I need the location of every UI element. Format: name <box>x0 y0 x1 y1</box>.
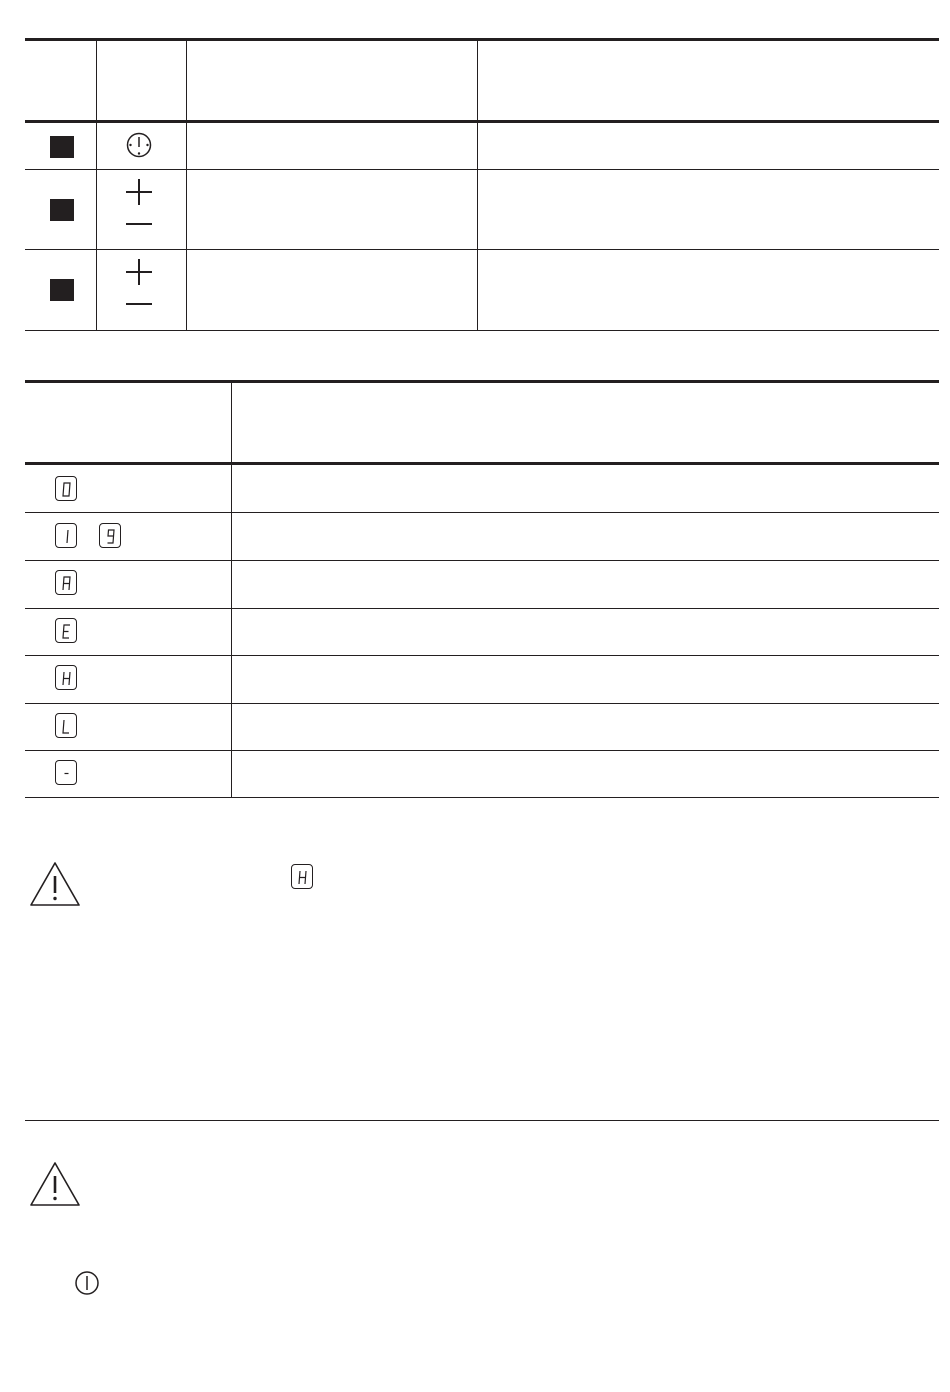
table2-bottom-rule <box>25 797 939 798</box>
display-symbol-h <box>55 665 77 690</box>
table1-top-rule <box>25 38 939 41</box>
table1-col-divider <box>477 40 478 331</box>
table2-header-rule <box>25 462 939 465</box>
table2-col-divider <box>231 382 232 798</box>
table1-header-rule <box>25 120 939 123</box>
plus-minus-icon <box>124 259 154 309</box>
table1-row-divider <box>25 169 939 170</box>
display-symbol-e <box>55 618 77 643</box>
display-symbol-h-inline <box>291 864 313 889</box>
plus-minus-icon <box>124 179 154 229</box>
table2-row-divider <box>25 655 939 656</box>
display-symbol-a <box>55 570 77 595</box>
display-symbol-0 <box>55 476 77 501</box>
display-symbol-9 <box>99 523 121 548</box>
display-symbol-l <box>55 713 77 738</box>
sensor-field-indicator <box>50 199 74 221</box>
section-divider <box>25 1120 939 1121</box>
table2-row-divider <box>25 703 939 704</box>
display-symbol-1 <box>55 523 77 548</box>
table2-row-divider <box>25 608 939 609</box>
display-symbol-dash <box>55 760 77 785</box>
warning-triangle-icon <box>28 1160 82 1208</box>
power-icon <box>125 131 153 159</box>
sensor-field-indicator <box>50 136 74 158</box>
sensor-field-indicator <box>50 279 74 301</box>
warning-triangle-icon <box>28 860 82 908</box>
table1-col-divider <box>96 40 97 331</box>
table2-top-rule <box>25 380 939 383</box>
table1-bottom-rule <box>25 330 939 331</box>
table2-row-divider <box>25 560 939 561</box>
power-icon <box>74 1270 100 1296</box>
table1-row-divider <box>25 249 939 250</box>
table1-col-divider <box>186 40 187 331</box>
table2-row-divider <box>25 512 939 513</box>
table2-row-divider <box>25 750 939 751</box>
